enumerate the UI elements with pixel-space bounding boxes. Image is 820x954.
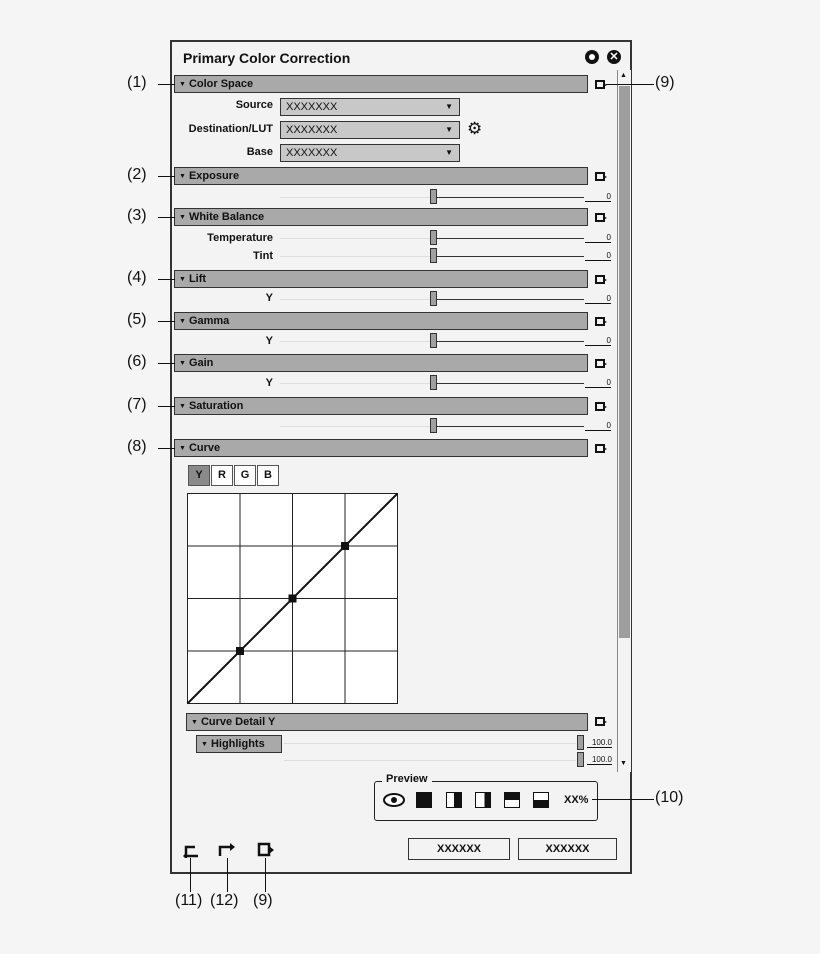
chevron-down-icon: ▼ xyxy=(179,214,186,221)
section-label: Color Space xyxy=(188,78,254,90)
lift-y-label: Y xyxy=(265,292,273,304)
annotation-12: (12) xyxy=(210,892,239,909)
record-circle-icon[interactable] xyxy=(585,50,599,64)
tab-g[interactable]: G xyxy=(234,465,256,486)
preview-split-bottom-icon[interactable] xyxy=(533,792,549,808)
annotation-line xyxy=(158,84,175,85)
annotation-line xyxy=(158,217,175,218)
annotation-line xyxy=(265,858,266,892)
ok-button[interactable]: XXXXXX xyxy=(408,838,510,860)
source-select[interactable] xyxy=(280,98,460,116)
annotation-2: (2) xyxy=(127,166,147,183)
gear-icon[interactable]: ⚙ xyxy=(467,119,483,138)
reset-icon[interactable] xyxy=(595,80,605,89)
section-label: Lift xyxy=(188,273,207,285)
section-saturation[interactable] xyxy=(174,397,588,415)
slider-track xyxy=(436,383,584,384)
annotation-6: (6) xyxy=(127,353,147,370)
chevron-down-icon: ▼ xyxy=(179,81,186,88)
preview-label: Preview xyxy=(382,773,432,785)
destination-select[interactable] xyxy=(280,121,460,139)
tab-y[interactable]: Y xyxy=(188,465,210,486)
temperature-value[interactable]: 0 xyxy=(585,233,611,243)
dialog-title: Primary Color Correction xyxy=(183,50,351,66)
section-label: Saturation xyxy=(188,400,244,412)
annotation-1: (1) xyxy=(127,74,147,91)
section-lift[interactable] xyxy=(174,270,588,288)
saturation-slider-thumb[interactable] xyxy=(430,418,437,433)
section-exposure[interactable] xyxy=(174,167,588,185)
chevron-down-icon: ▼ xyxy=(179,360,186,367)
annotation-line xyxy=(592,799,654,800)
scroll-up-icon[interactable]: ▲ xyxy=(620,72,627,79)
gain-y-value[interactable]: 0 xyxy=(585,378,611,388)
annotation-line xyxy=(606,84,654,85)
slider-track xyxy=(436,299,584,300)
dropdown-arrow-icon: ▼ xyxy=(445,102,453,111)
curve-point xyxy=(341,542,349,550)
section-label: Highlights xyxy=(210,738,265,750)
section-curve-detail[interactable] xyxy=(186,713,588,731)
slider-track xyxy=(436,197,584,198)
annotation-line xyxy=(158,448,175,449)
highlights-value[interactable]: 100.0 xyxy=(587,738,612,748)
section-label: Curve xyxy=(188,442,221,454)
curve-graph[interactable] xyxy=(186,492,399,705)
annotation-7: (7) xyxy=(127,396,147,413)
reset-icon[interactable] xyxy=(595,317,605,326)
section-color-space[interactable] xyxy=(174,75,588,93)
section-label: Gain xyxy=(188,357,214,369)
section-white-balance[interactable] xyxy=(174,208,588,226)
annotation-line xyxy=(190,858,191,892)
section-curve[interactable] xyxy=(174,439,588,457)
curve-point xyxy=(289,595,297,603)
chevron-down-icon: ▼ xyxy=(179,445,186,452)
undo-arrow-icon[interactable] xyxy=(182,842,200,858)
tab-b[interactable]: B xyxy=(257,465,279,486)
slider-track xyxy=(284,760,576,761)
preview-side-by-side-icon[interactable] xyxy=(475,792,491,808)
section-label: Gamma xyxy=(188,315,230,327)
curve-point xyxy=(236,647,244,655)
highlights-slider-thumb[interactable] xyxy=(577,735,584,750)
chevron-down-icon: ▼ xyxy=(191,719,198,726)
reset-icon[interactable] xyxy=(595,444,605,453)
highlights-slider-thumb-2[interactable] xyxy=(577,752,584,767)
tint-value[interactable]: 0 xyxy=(585,251,611,261)
exposure-slider-thumb[interactable] xyxy=(430,189,437,204)
annotation-line xyxy=(158,321,175,322)
annotation-line xyxy=(158,363,175,364)
annotation-8: (8) xyxy=(127,438,147,455)
gain-y-slider-thumb[interactable] xyxy=(430,375,437,390)
source-value: XXXXXXX xyxy=(286,101,338,113)
slider-track xyxy=(280,256,430,257)
section-gain[interactable] xyxy=(174,354,588,372)
slider-track xyxy=(436,426,584,427)
gamma-y-label: Y xyxy=(265,335,273,347)
slider-track xyxy=(436,341,584,342)
scrollbar-thumb[interactable] xyxy=(619,86,630,638)
slider-track xyxy=(436,256,584,257)
reset-icon[interactable] xyxy=(595,359,605,368)
annotation-10: (10) xyxy=(655,789,684,806)
preview-zoom[interactable]: XX% xyxy=(564,794,589,806)
chevron-down-icon: ▼ xyxy=(201,741,208,748)
lift-y-value[interactable]: 0 xyxy=(585,294,611,304)
annotation-line xyxy=(227,858,228,892)
section-gamma[interactable] xyxy=(174,312,588,330)
section-label: White Balance xyxy=(188,211,265,223)
section-label: Curve Detail Y xyxy=(200,716,276,728)
dropdown-arrow-icon: ▼ xyxy=(445,125,453,134)
annotation-11: (11) xyxy=(175,892,203,909)
preview-full-icon[interactable] xyxy=(416,792,432,808)
section-label: Exposure xyxy=(188,170,240,182)
slider-track xyxy=(436,238,584,239)
tint-label: Tint xyxy=(253,250,273,262)
annotation-4: (4) xyxy=(127,269,147,286)
preview-split-vertical-icon[interactable] xyxy=(446,792,462,808)
annotation-line xyxy=(158,406,175,407)
destination-value: XXXXXXX xyxy=(286,124,338,136)
reset-icon[interactable] xyxy=(595,717,605,726)
temperature-slider-thumb[interactable] xyxy=(430,230,437,245)
slider-track xyxy=(280,197,430,198)
exposure-value[interactable]: 0 xyxy=(585,192,611,202)
annotation-3: (3) xyxy=(127,207,147,224)
reset-icon[interactable] xyxy=(595,275,605,284)
slider-track xyxy=(280,238,430,239)
cancel-button[interactable]: XXXXXX xyxy=(518,838,617,860)
slider-track xyxy=(280,299,430,300)
eye-icon[interactable] xyxy=(383,793,405,807)
base-select[interactable] xyxy=(280,144,460,162)
scroll-down-icon[interactable]: ▼ xyxy=(620,760,627,767)
slider-track xyxy=(280,341,430,342)
dropdown-arrow-icon: ▼ xyxy=(445,148,453,157)
temperature-label: Temperature xyxy=(207,232,273,244)
source-label: Source xyxy=(235,99,273,111)
highlights-value-2[interactable]: 100.0 xyxy=(587,755,612,765)
chevron-down-icon: ▼ xyxy=(179,173,186,180)
slider-track xyxy=(284,743,576,744)
annotation-line xyxy=(158,176,175,177)
gamma-y-slider-thumb[interactable] xyxy=(430,333,437,348)
slider-track xyxy=(280,383,430,384)
saturation-value[interactable]: 0 xyxy=(585,421,611,431)
reset-icon[interactable] xyxy=(595,172,605,181)
gain-y-label: Y xyxy=(265,377,273,389)
gamma-y-value[interactable]: 0 xyxy=(585,336,611,346)
section-highlights[interactable] xyxy=(196,735,282,753)
slider-track xyxy=(280,426,430,427)
reset-icon[interactable] xyxy=(595,402,605,411)
chevron-down-icon: ▼ xyxy=(179,276,186,283)
destination-label: Destination/LUT xyxy=(188,123,273,135)
base-value: XXXXXXX xyxy=(286,147,338,159)
redo-arrow-icon[interactable] xyxy=(218,842,236,858)
annotation-line xyxy=(158,279,175,280)
base-label: Base xyxy=(246,146,273,158)
chevron-down-icon: ▼ xyxy=(179,318,186,325)
reset-icon[interactable] xyxy=(595,213,605,222)
close-icon[interactable]: ✕ xyxy=(607,50,621,64)
annotation-5: (5) xyxy=(127,311,147,328)
annotation-9-top: (9) xyxy=(655,74,675,91)
annotation-9-bottom: (9) xyxy=(253,892,273,909)
preview-split-top-icon[interactable] xyxy=(504,792,520,808)
tab-r[interactable]: R xyxy=(211,465,233,486)
reset-all-icon[interactable] xyxy=(257,842,275,858)
chevron-down-icon: ▼ xyxy=(179,403,186,410)
lift-y-slider-thumb[interactable] xyxy=(430,291,437,306)
tint-slider-thumb[interactable] xyxy=(430,248,437,263)
